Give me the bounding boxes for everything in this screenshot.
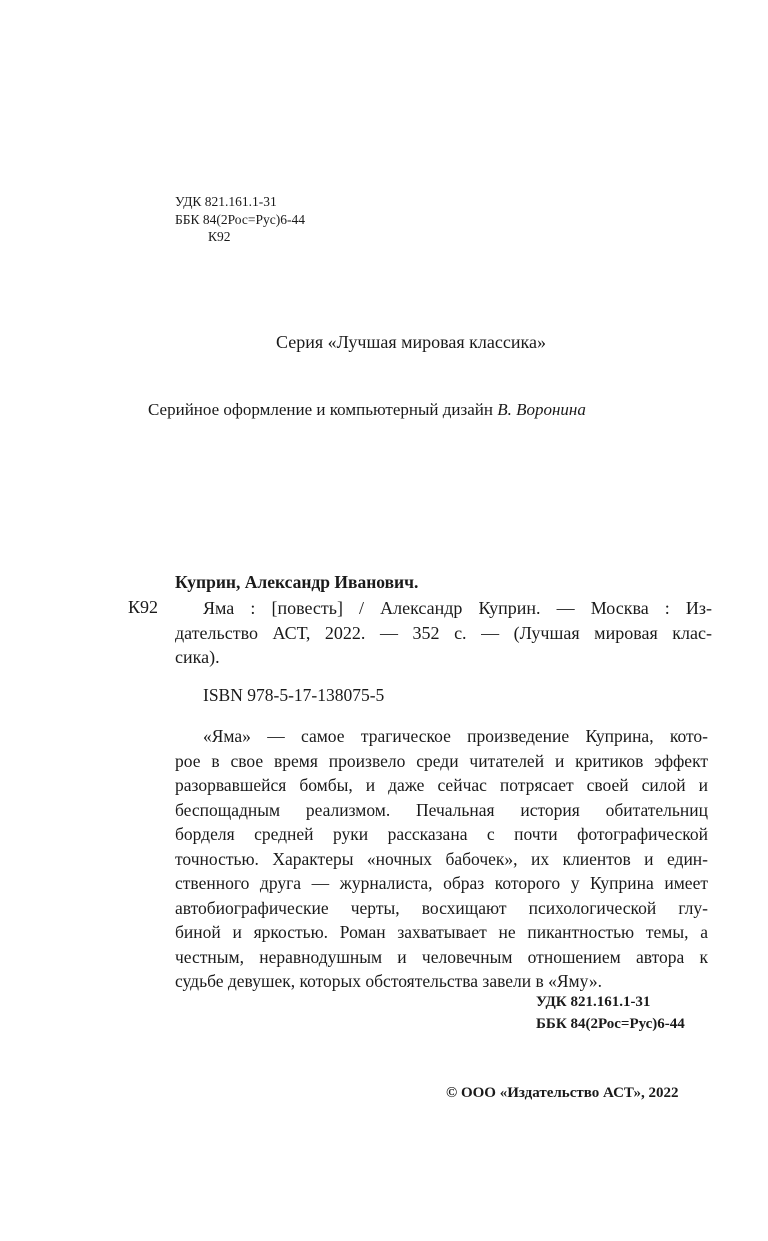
description-line: Яма : [повесть] / Александр Куприн. — Москва : Из- bbox=[203, 598, 712, 618]
designer-name: В. Воронина bbox=[497, 400, 586, 419]
annotation-line: «Яма» — самое трагическое произведение Куприна, кото- bbox=[203, 726, 708, 746]
bbk-code: ББК 84(2Рос=Рус)6-44 bbox=[175, 211, 305, 227]
classification-block-top bbox=[175, 193, 305, 246]
annotation-line: борделя средней руки рассказана с почти фотографической bbox=[175, 824, 708, 844]
annotation-line: биной и яркостью. Роман захватывает не пикантностью темы, а bbox=[175, 922, 708, 942]
annotation-line: ственного друга — журналиста, образ которого у Куприна имеет bbox=[175, 873, 708, 893]
design-credit-text: Серийное оформление и компьютерный дизайн bbox=[148, 400, 493, 419]
author-heading: Куприн, Александр Иванович. bbox=[175, 572, 419, 592]
annotation-line: беспощадным реализмом. Печальная история обитательниц bbox=[175, 799, 708, 820]
annotation-line: рое в свое время произвело среди читателей и критиков эффект bbox=[175, 750, 708, 771]
series-title: Серия «Лучшая мировая классика» bbox=[276, 332, 546, 352]
isbn: ISBN 978-5-17-138075-5 bbox=[203, 685, 385, 705]
annotation-line: точностью. Характеры «ночных бабочек», их клиентов и един- bbox=[175, 848, 708, 869]
annotation bbox=[175, 724, 708, 994]
annotation-line: судьбе девушек, которых обстоятельства завели в «Яму». bbox=[175, 971, 602, 991]
udk-code: УДК 821.161.1-31 bbox=[536, 994, 651, 1010]
bbk-code: ББК 84(2Рос=Рус)6-44 bbox=[536, 1016, 685, 1032]
design-credit bbox=[148, 399, 586, 420]
annotation-line: разорвавшейся бомбы, и даже сейчас потрясает своей силой и bbox=[175, 775, 708, 795]
description-line: дательство АСТ, 2022. — 352 с. — (Лучшая мировая клас- bbox=[175, 622, 712, 643]
classification-block-bottom bbox=[536, 991, 685, 1035]
udk-code: УДК 821.161.1-31 bbox=[175, 194, 277, 209]
annotation-line: автобиографические черты, восхищают психологической глу- bbox=[175, 897, 708, 918]
bibliographic-description bbox=[175, 596, 712, 670]
description-line: сика). bbox=[175, 647, 220, 667]
author-mark-left: К92 bbox=[128, 597, 159, 617]
annotation-line: честным, неравнодушным и человечным отношением автора к bbox=[175, 946, 708, 967]
author-mark: К92 bbox=[208, 229, 231, 244]
copyright-notice: © ООО «Издательство АСТ», 2022 bbox=[446, 1085, 679, 1101]
